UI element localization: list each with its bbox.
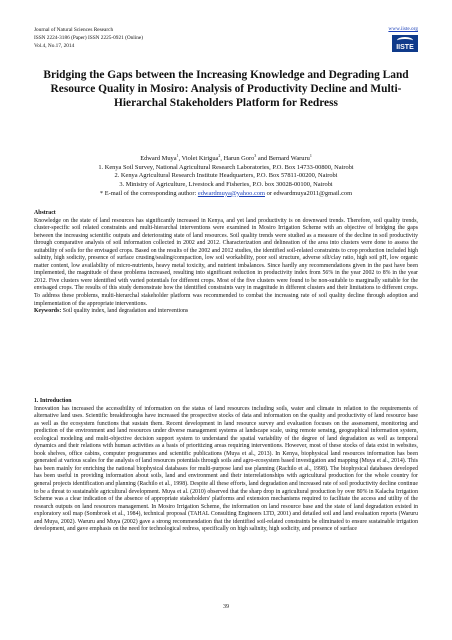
abstract-text: Knowledge on the state of land resources has significantly increased in Kenya, and yet land productivity is on downward trends. Therefore, soil quality trends, cluster-specific soil related constraints and multi-hierarchal interventions were examined in Mosiro Irrigation Scheme with an objective of bridging the gaps between the increasing scientific outputs and deteriorating state of land resources. Soil quality trends were studied as a measure of the decline in soil productivity through comparative analysis of soil information collected in 2002 and 2012. Characterization and delineation of the area into clusters were done to assess the suitability of soils for the envisaged crops. Based on the results of the 2002 and 2012 studies, the identified soil-related constraints to crop production included high salinity, high sodicity, presence of surface crusting/sealing/compaction, low soil workability, poor soil structure, adverse silt/clay ratio, high soil pH, low organic matter content, low availability of micro-nutrients, heavy metal toxicity, and nutrient imbalances. Since hardly any recommendations given in the past have been implemented, the magnitude of these problems increased, resulting into significant reduction in productivity index from 56% in the year 2002 to 8% in the year 2012. Five clusters were identified with varied potentials for different crops. Most of the five clusters were found to be non-suitable to marginally suitable for the envisaged crops. The results of this study demonstrate how the identified constraints vary in magnitude in different clusters and their limitations to different crops. To address these problems, multi-hierarchal stakeholder platform was recommended to combat the increasing rate of soil quality decline through adoption and implementation of the appropriate interventions. [34,217,418,307]
abstract-section [34,210,418,316]
journal-name: Journal of Natural Sciences Research [34,27,114,33]
author-3-affil: 3 [254,153,257,158]
author-4-affil: 1 [309,153,312,158]
author-1-affil: 1 [176,153,179,158]
introduction-section [34,398,418,534]
paper-title: Bridging the Gaps between the Increasing Knowledge and Degrading Land Resource Quality in Mosiro: Analysis of Productivity Decline and Multi-Hierarchal Stakeholders Platform for Redress [43,69,409,110]
author-2: Violet Kirigua [181,155,219,163]
author-block [34,152,418,198]
logo-text: IISTE [396,44,414,51]
abstract-heading: Abstract [34,210,56,216]
iiste-logo [392,35,418,52]
issn-line: ISSN 2224-3186 (Paper) ISSN 2225-0921 (Online) [34,35,144,42]
email-link[interactable]: edwardmuya@yahoo.com [197,189,265,197]
keywords-label: Keywords: [34,308,62,315]
author-1: Edward Muya [140,155,177,163]
affiliation-2: 2. Kenya Agricultural Research Institute Headquarters, P.O. Box 57811-00200, Nairobi [114,172,338,180]
introduction-heading: 1. Introduction [34,398,72,404]
author-2-affil: 2 [218,153,221,158]
corresponding-email: * E-mail of the corresponding author: edwardmuya@yahoo.com or edwardmuya2011@gmail.com [99,189,353,197]
keywords-line [34,308,418,316]
affiliation-3: 3. Ministry of Agriculture, Livestock and Fisheries, P.O. box 30028-00100, Nairobi [119,180,333,188]
author-line: Edward Muya$^1$, Violet Kirigua$^2$, Harun Goro$^3$ and Bernard Waruru$^1$ [140,153,312,163]
introduction-text: Innovation has increased the accessibility of information on the status of land resources including soils, water and climate in relation to the requirements of alternative land uses. Scientific breakthroughs have increased the prospective stocks of data and information on the quality and productivity of land resource base as well as the ecosystem functions that sustain them. Recent development in land resource survey and evaluation focuses on the assessment, monitoring and prediction of the environment and land resources under diverse management systems at landscape scale, using remote sensing, geographical information system, ecological modeling and multi-objective decision support system to understand the spatial variability of the degree of land degradation as well as temporal dynamics and their relations with human activities as a basis of prioritizing areas requiring interventions. However, most of these stocks of data exist in websites, book shelves, office cabins, computer programmes and scientific publications (Muya et al., 2013). In Kenya, biophysical land resources information has been generated at various scales for the analysis of land resources potentials through soils and agro-ecosystem based investigation and mapping (Muya et al., 2014). This has been mainly for enriching the national biophysical databases for multi-purpose land use planning (Rachilo et al., 1998). The biophysical databases developed has been useful in providing information about soils, land and environment and their interrelationships with agricultural production for the whole country for general projects identification and planning (Rachilo et al., 1998). Despite all these efforts, land degradation and increased rate of soil productivity decline continue to be a threat to sustainable agricultural development. Muya et al. (2010) observed that the sharp drop in agricultural production by over 80% in Kalacha Irrigation Scheme was a clear indication of the absence of appropriate stakeholders' platforms and extension mechanisms required to facilitate the access and utility of the research outputs on land resources management. In Mosiro Irrigation Scheme, the information on land resource base and the state of land degradation existed in exploratory soil map (Sombroek et al., 1984), technical proposal (TAHAL Consulting Engineers LTD, 2001) and detailed soil and land evaluation reports (Waruru and Muya, 2002). Waruru and Muya (2002) gave a strong recommendation that the identified soil-related constraints be eliminated to ensure sustainable irrigation development, and gave emphasis on the need for technological redress, specifically on high salinity, high sodicity, and presence of surface [34,405,418,533]
keywords-text: Soil quality index, land degradation and interventions [61,308,189,315]
page-number: 39 [223,604,229,610]
journal-header [34,26,143,51]
author-3: Harun Goro [223,155,255,163]
author-4: and Bernard Waruru [257,155,310,163]
volume-line: Vol.4, No.17, 2014 [34,43,75,50]
journal-website-link[interactable]: www.iiste.org [388,26,418,32]
affiliation-1: 1. Kenya Soil Survey, National Agricultural Research Laboratories, P.O. Box 14733-00800, Nairobi [98,163,354,171]
